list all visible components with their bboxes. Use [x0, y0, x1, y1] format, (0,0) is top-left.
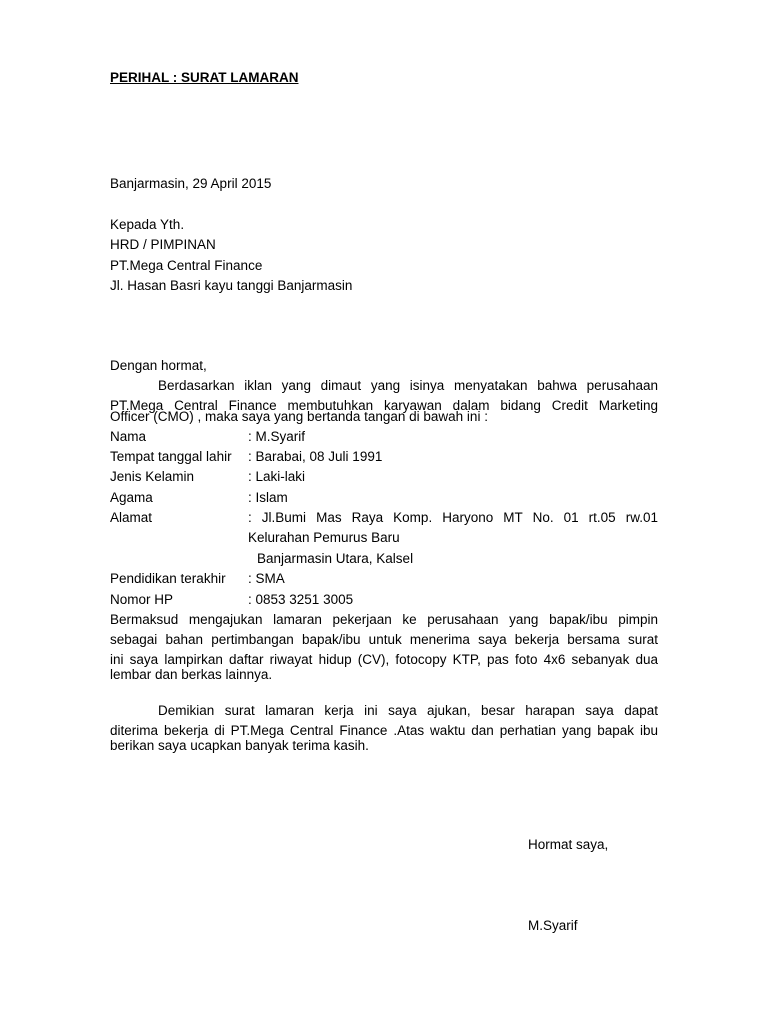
- paragraph-line: Officer (CMO) , maka saya yang bertanda tangan di bawah ini :: [110, 409, 488, 424]
- paragraph-line: Berdasarkan iklan yang dimaut yang isinya menyatakan bahwa perusahaan: [158, 378, 658, 393]
- field-label-agama: Agama: [110, 490, 153, 505]
- letter-title: PERIHAL : SURAT LAMARAN: [110, 70, 299, 85]
- field-value-alamat-line: : Jl.Bumi Mas Raya Komp. Haryono MT No. 01 rt.05 rw.01: [248, 510, 658, 525]
- field-value-gender: : Laki-laki: [248, 469, 306, 484]
- field-label-alamat: Alamat: [110, 510, 153, 525]
- paragraph-line: Demikian surat lamaran kerja ini saya ajukan, besar harapan saya dapat: [158, 703, 658, 718]
- field-value-nama: : M.Syarif: [248, 429, 306, 444]
- recipient-line: Jl. Hasan Basri kayu tanggi Banjarmasin: [110, 278, 353, 293]
- paragraph-line: berikan saya ucapkan banyak terima kasih.: [110, 738, 369, 753]
- paragraph-line: PT.Mega Central Finance membutuhkan karyawan dalam bidang Credit Marketing: [110, 398, 658, 413]
- field-value-alamat-line: Kelurahan Pemurus Baru: [248, 530, 400, 545]
- field-value-nomor-hp: : 0853 3251 3005: [248, 592, 354, 607]
- signer-name: M.Syarif: [528, 918, 578, 933]
- paragraph-line: ini saya lampirkan daftar riwayat hidup (CV), fotocopy KTP, pas foto 4x6 sebanyak dua: [110, 652, 658, 667]
- recipient-line: Kepada Yth.: [110, 217, 185, 232]
- greeting: Dengan hormat,: [110, 358, 207, 373]
- field-value-alamat-line: Banjarmasin Utara, Kalsel: [257, 551, 414, 566]
- recipient-line: HRD / PIMPINAN: [110, 237, 216, 252]
- paragraph-line: diterima bekerja di PT.Mega Central Finance .Atas waktu dan perhatian yang bapak ibu: [110, 723, 658, 738]
- field-value-pendidikan: : SMA: [248, 571, 285, 586]
- field-label-pendidikan: Pendidikan terakhir: [110, 571, 226, 586]
- paragraph-line: Bermaksud mengajukan lamaran pekerjaan ke perusahaan yang bapak/ibu pimpin: [110, 612, 658, 627]
- field-label-gender: Jenis Kelamin: [110, 469, 195, 484]
- field-label-nama: Nama: [110, 429, 147, 444]
- field-label-nomor-hp: Nomor HP: [110, 592, 174, 607]
- recipient-line: PT.Mega Central Finance: [110, 258, 263, 273]
- field-value-agama: : Islam: [248, 490, 288, 505]
- paragraph-line: lembar dan berkas lainnya.: [110, 667, 273, 682]
- sign-off: Hormat saya,: [528, 837, 609, 852]
- paragraph-line: sebagai bahan pertimbangan bapak/ibu untuk menerima saya bekerja bersama surat: [110, 632, 658, 647]
- field-label-ttl: Tempat tanggal lahir: [110, 449, 232, 464]
- place-date: Banjarmasin, 29 April 2015: [110, 176, 272, 191]
- field-value-ttl: : Barabai, 08 Juli 1991: [248, 449, 383, 464]
